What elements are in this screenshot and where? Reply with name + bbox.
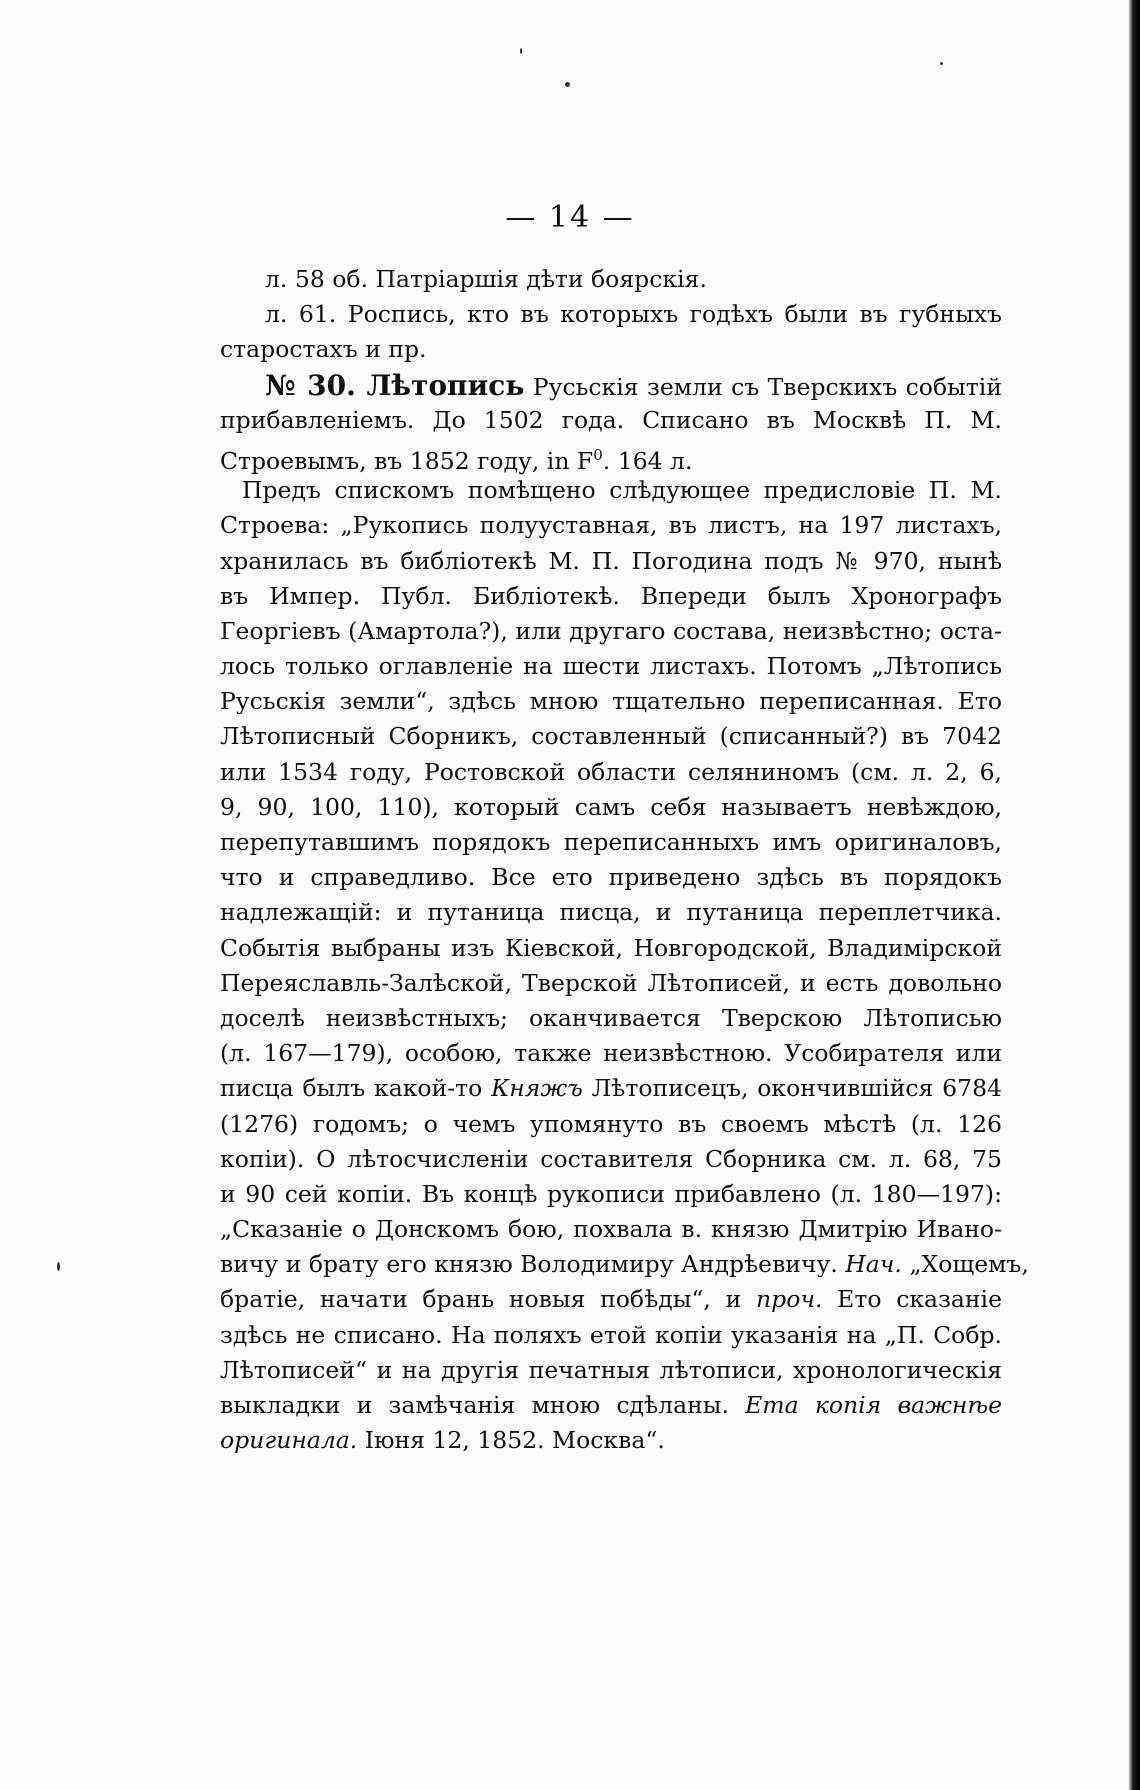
italic-text: Ета копія важнѣе — [745, 1391, 1002, 1419]
text-line: 9, 90, 100, 110), который самъ себя называетъ невѣждою, — [220, 792, 1002, 821]
text-line: здѣсь не списано. На поляхъ етой копіи указанія на „П. Собр. — [220, 1320, 1002, 1349]
text-line: Предъ спискомъ помѣщено слѣдующее предисловіе П. М. — [242, 476, 1002, 505]
text-line: (л. 167—179), особою, также неизвѣстною. Усобирателя или — [220, 1039, 1002, 1068]
italic-text: Княжъ — [491, 1074, 583, 1103]
italic-text: оригинала. — [220, 1426, 358, 1455]
text-line: копіи). О лѣтосчисленіи составителя Сборника см. л. 68, 75 — [220, 1144, 1002, 1173]
text-line: вичу и брату его князю Володимиру Андрѣевичу. Нач. „Хощемъ, — [220, 1250, 1029, 1279]
superscript: 0 — [593, 445, 603, 464]
text-line: Переяславль-Залѣской, Тверской Лѣтописей, и есть довольно — [220, 968, 1002, 997]
page-number-header: — 14 — — [505, 200, 635, 235]
text-line: Событія выбраны изъ Кіевской, Новгородской, Владимірской — [220, 933, 1002, 962]
italic-text: Нач. — [845, 1250, 902, 1279]
text-line: Строева: „Рукопись полууставная, въ листъ, на 197 листахъ, — [220, 511, 1002, 540]
scan-edge-shadow — [1128, 0, 1140, 1790]
text-line: оригинала. Іюня 12, 1852. Москва“. — [220, 1426, 665, 1455]
entry-heading-line: № 30. Лѣтопись Русьскія земли съ Тверскихъ событій — [265, 368, 1002, 402]
text-line: доселѣ неизвѣстныхъ; оканчивается Тверскою Лѣтописью — [220, 1003, 1002, 1032]
text-line: надлежащій: и путаница писца, и путаница переплетчика. — [220, 898, 1002, 927]
text-line: братіе, начати брань новыя побѣды“, и проч. Ето сказаніе — [220, 1285, 1002, 1314]
text-line: писца былъ какой-то Княжъ Лѣтописецъ, окончившійся 6784 — [220, 1074, 1002, 1103]
text-line: и 90 сей копіи. Въ концѣ рукописи прибавлено (л. 180—197): — [220, 1179, 1002, 1208]
text-line: „Сказаніе о Донскомъ бою, похвала в. князю Дмитрію Ивано- — [220, 1215, 1002, 1244]
text-line: выкладки и замѣчанія мною сдѣланы. Ета копія важнѣе — [220, 1391, 1002, 1419]
text-line: л. 58 об. Патріаршія дѣти боярскія. — [265, 265, 707, 293]
text-line: прибавленіемъ. До 1502 года. Списано въ Москвѣ П. М. — [220, 405, 1002, 434]
text-line: хранилась въ библіотекѣ М. П. Погодина подъ № 970, нынѣ — [220, 546, 1002, 575]
text-line: или 1534 году, Ростовской области селяниномъ (см. л. 2, 6, — [220, 757, 1002, 786]
text-line: Георгіевъ (Амартола?), или другаго состава, неизвѣстно; оста- — [220, 616, 1002, 645]
text-line: лось только оглавленіе на шести листахъ. Потомъ „Лѣтопись — [220, 652, 1002, 681]
text-line: старостахъ и пр. — [220, 335, 427, 364]
scan-speck — [520, 48, 522, 54]
text-line: Строевымъ, въ 1852 году, in $F^0$. 164 л. — [220, 445, 693, 475]
entry-heading: № 30. Лѣтопись — [265, 368, 525, 402]
text-line: Русьскія земли“, здѣсь мною тщательно переписанная. Ето — [220, 687, 1002, 716]
text-line: Лѣтописей“ и на другія печатныя лѣтописи, хронологическія — [220, 1355, 1002, 1384]
text-line: перепутавшимъ порядокъ переписанныхъ имъ оригиналовъ, — [220, 828, 1002, 856]
text-line: въ Импер. Публ. Библіотекѣ. Впереди былъ Хронографъ — [220, 581, 1002, 610]
scan-speck — [565, 82, 570, 87]
italic-text: проч. — [756, 1285, 823, 1314]
text-line: Лѣтописный Сборникъ, составленный (списанный?) въ 7042 — [220, 722, 1002, 751]
text-line: л. 61. Роспись, кто въ которыхъ годѣхъ были въ губныхъ — [265, 300, 1002, 329]
text-line: (1276) годомъ; о чемъ упомянуто въ своемъ мѣстѣ (л. 126 — [220, 1109, 1002, 1138]
body-text — [220, 262, 1029, 1458]
text-line: что и справедливо. Все ето приведено здѣсь въ порядокъ — [220, 863, 1002, 892]
scan-speck — [940, 62, 943, 65]
scan-speck — [57, 1262, 60, 1271]
